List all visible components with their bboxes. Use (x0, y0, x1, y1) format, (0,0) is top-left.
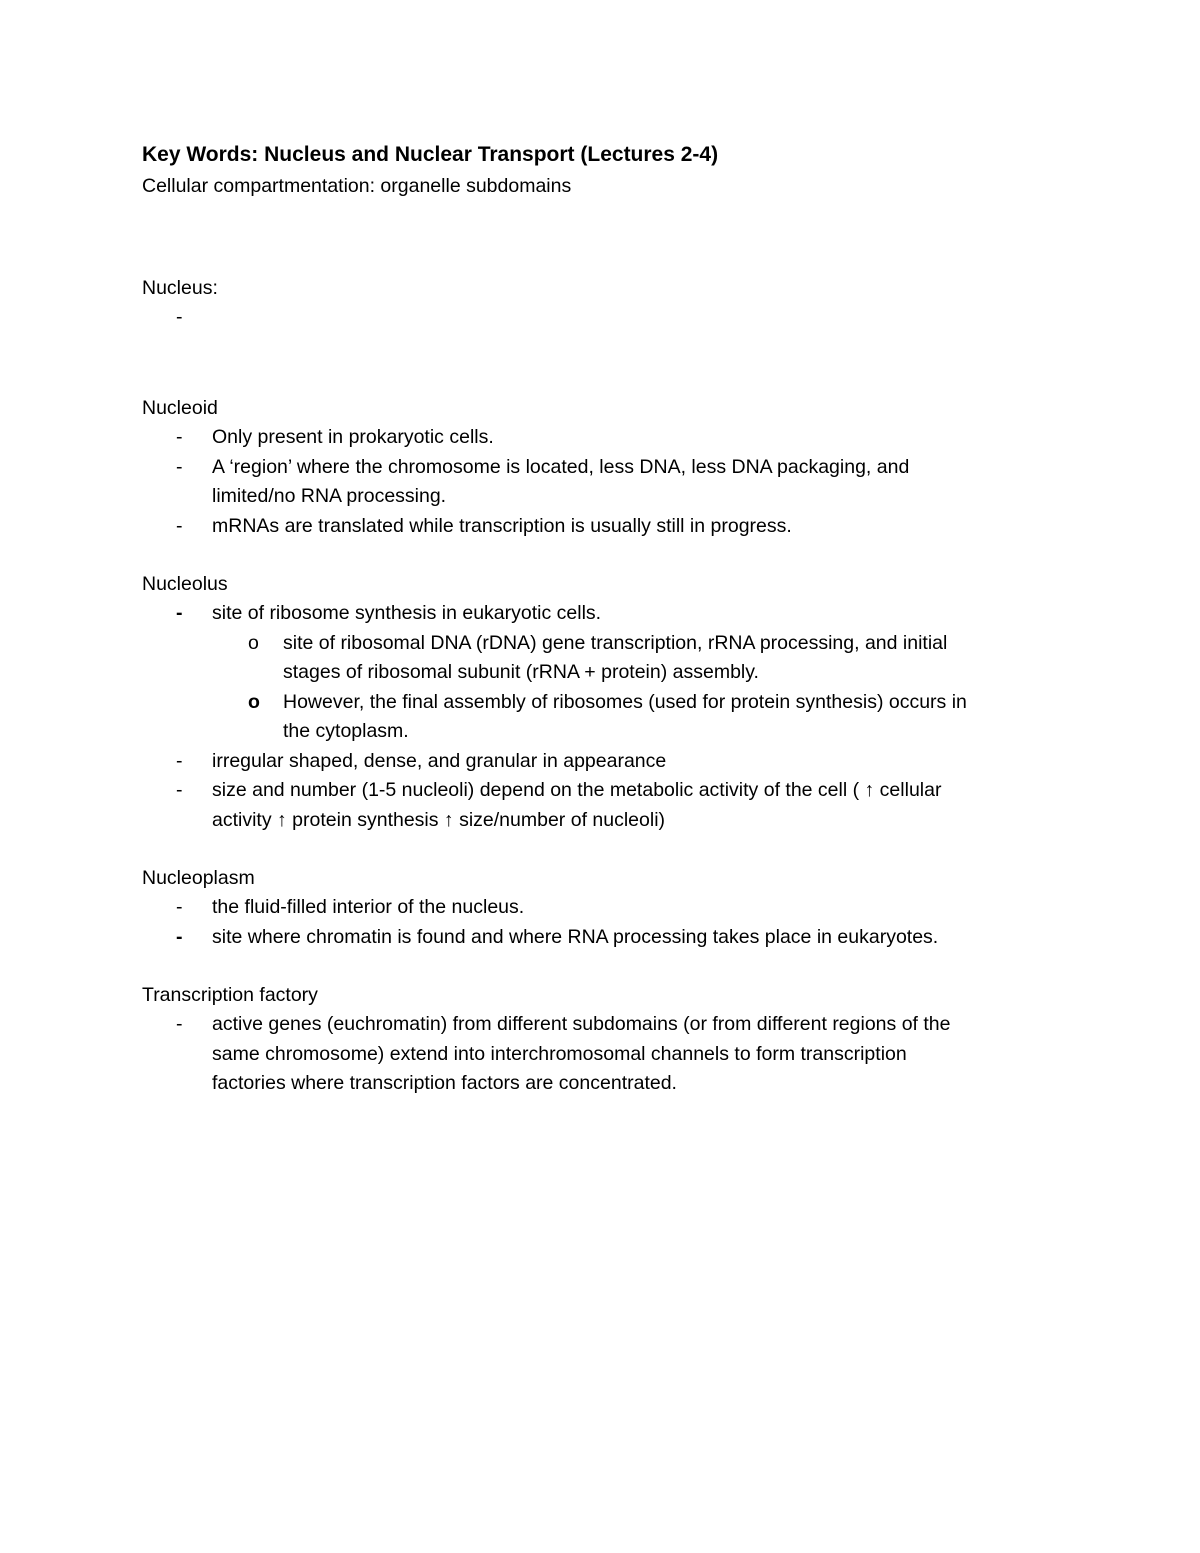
bullet-circle: o (248, 631, 259, 654)
bullet-item (142, 512, 1062, 542)
bullet-dash: - (176, 896, 183, 918)
bullet-dash: - (176, 514, 183, 537)
bullet-item (142, 1010, 1062, 1099)
section-nucleus (142, 273, 1062, 332)
section-nucleolus (142, 569, 1062, 835)
bullet-item (142, 893, 1062, 923)
bullet-text-line: stages of ribosomal subunit (rRNA + protein) assembly. (283, 661, 759, 683)
section-heading-nucleoplasm: Nucleoplasm (142, 867, 255, 889)
bullet-item (142, 923, 1062, 953)
bullet-dash: - (176, 749, 183, 772)
bullet-item (142, 747, 1062, 777)
bullet-dash: - (176, 306, 183, 328)
bullet-item (142, 453, 1062, 512)
bullet-item (142, 423, 1062, 453)
section-heading-nucleolus: Nucleolus (142, 573, 228, 595)
section-nucleoplasm (142, 863, 1062, 952)
bullet-circle: o (248, 690, 260, 713)
bullet-text-line: the cytoplasm. (283, 720, 409, 742)
bullet-text-line: site of ribosomal DNA (rDNA) gene transcription, rRNA processing, and initial (283, 631, 948, 654)
document-title: Key Words: Nucleus and Nuclear Transport (Lectures 2-4) (142, 143, 719, 166)
bullet-text-line: limited/no RNA processing. (212, 485, 447, 507)
bullet-text-line: same chromosome) extend into interchromosomal channels to form transcription (212, 1042, 907, 1065)
section-heading-transcription-factory: Transcription factory (142, 984, 318, 1006)
empty-bullet (142, 303, 1062, 332)
document-page (142, 140, 1062, 1099)
bullet-dash: - (176, 602, 183, 624)
section-transcription-factory (142, 980, 1062, 1099)
section-heading-nucleoid: Nucleoid (142, 397, 218, 419)
bullet-dash: - (176, 779, 183, 801)
bullet-text: Only present in prokaryotic cells. (212, 426, 494, 448)
bullet-dash: - (176, 426, 183, 448)
bullet-text: irregular shaped, dense, and granular in appearance (212, 749, 667, 772)
bullet-text-line: size and number (1-5 nucleoli) depend on the metabolic activity of the cell ( ↑ cellular (212, 779, 942, 801)
bullet-item (142, 776, 1062, 835)
bullet-text: mRNAs are translated while transcription is usually still in progress. (212, 514, 792, 537)
bullet-text: site of ribosome synthesis in eukaryotic cells. (212, 602, 602, 624)
bullet-text-line: activity ↑ protein synthesis ↑ size/number of nucleoli) (212, 808, 666, 831)
bullet-text-line: However, the final assembly of ribosomes (used for protein synthesis) occurs in (283, 690, 967, 713)
sub-bullet-item (142, 629, 1062, 688)
bullet-text-line: A ‘region’ where the chromosome is located, less DNA, less DNA packaging, and (212, 455, 910, 478)
bullet-dash: - (176, 925, 183, 948)
document-subtitle: Cellular compartmentation: organelle subdomains (142, 175, 572, 197)
bullet-dash: - (176, 1013, 183, 1035)
bullet-text-line: active genes (euchromatin) from different subdomains (or from different regions of the (212, 1013, 951, 1035)
bullet-text: the fluid-filled interior of the nucleus. (212, 896, 525, 918)
section-heading-nucleus: Nucleus: (142, 277, 218, 299)
bullet-item (142, 599, 1062, 629)
bullet-text-line: factories where transcription factors are concentrated. (212, 1072, 677, 1094)
bullet-dash: - (176, 455, 183, 478)
sub-bullet-item (142, 688, 1062, 747)
bullet-text: site where chromatin is found and where RNA processing takes place in eukaryotes. (212, 925, 939, 948)
section-nucleoid (142, 393, 1062, 541)
